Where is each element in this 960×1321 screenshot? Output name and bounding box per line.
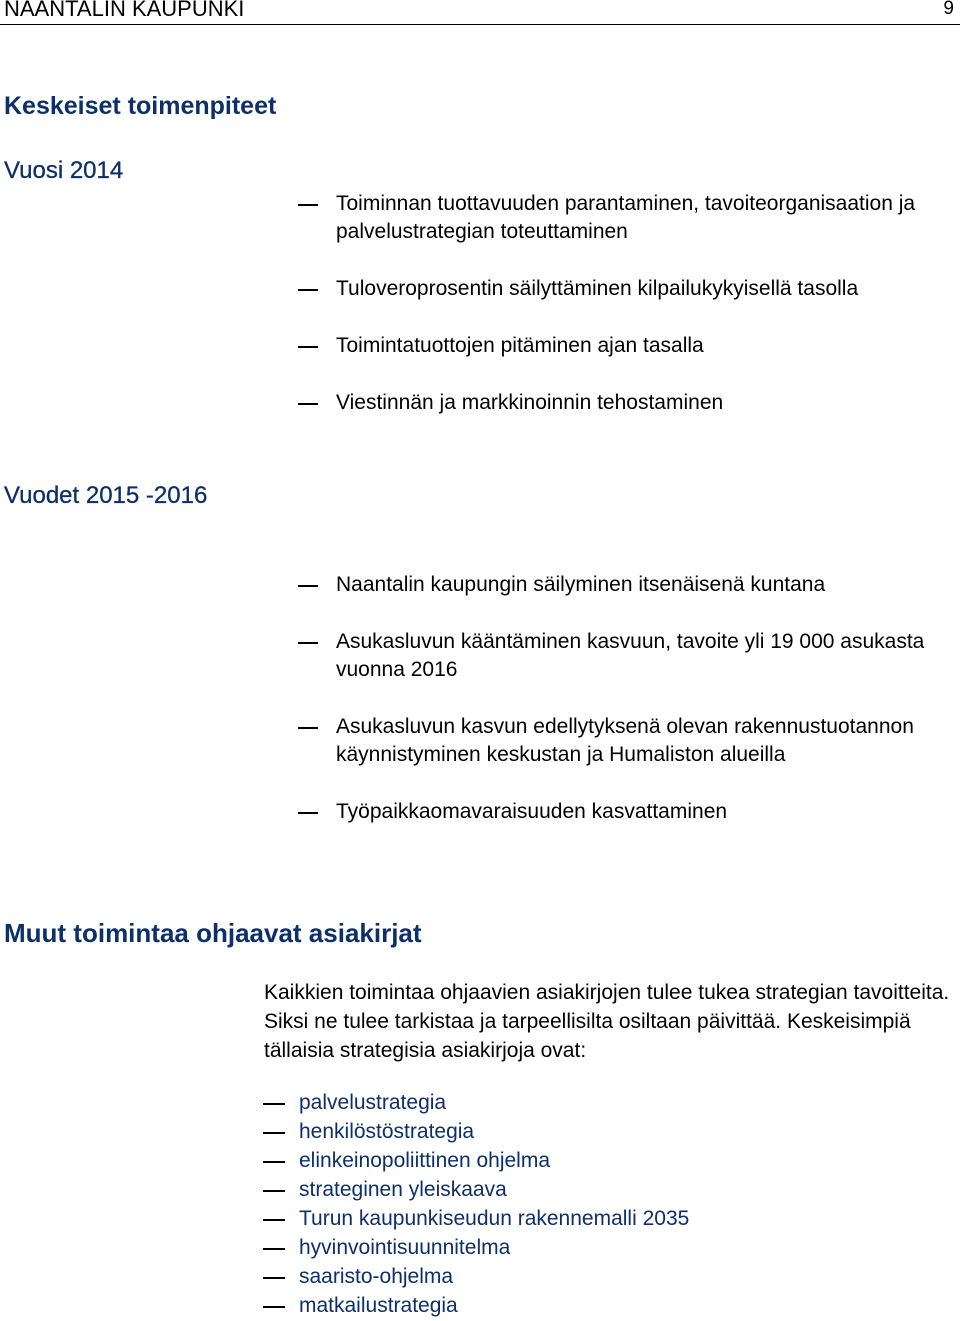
dash-icon	[263, 1306, 285, 1308]
list-item	[336, 190, 956, 246]
list-item-text: Turun kaupunkiseudun rakennemalli 2035	[299, 1207, 690, 1230]
dash-icon	[263, 1161, 285, 1163]
other-documents-paragraph: Kaikkien toimintaa ohjaavien asiakirjojen tulee tukea strategian tavoitteita. Siksi ne tulee tarkistaa ja tarpeellisilta osiltaan päivittää. Keskeisimpiä tällaisia strategisia asiakirjoja ovat:	[264, 981, 950, 1062]
list-item	[299, 1291, 949, 1320]
dash-icon	[298, 346, 318, 348]
list-item	[299, 1088, 949, 1117]
header-title: NAANTALIN KAUPUNKI	[4, 0, 245, 21]
list-item	[336, 628, 956, 684]
list-item	[336, 798, 956, 826]
dash-icon	[298, 727, 318, 729]
dash-icon	[298, 289, 318, 291]
section-heading-other-documents: Muut toimintaa ohjaavat asiakirjat	[4, 918, 422, 948]
list-item-text: strateginen yleiskaava	[299, 1178, 507, 1201]
section-heading-2015-2016: Vuodet 2015 -2016	[4, 482, 208, 509]
dash-icon	[263, 1132, 285, 1134]
list-item	[299, 1146, 949, 1175]
list-item-text: hyvinvointisuunnitelma	[299, 1236, 511, 1259]
list-item	[336, 571, 956, 599]
list-item-text: Tuloveroprosentin säilyttäminen kilpailukykyisellä tasolla	[336, 277, 859, 300]
dash-icon	[298, 642, 318, 644]
list-item-text: Asukasluvun kasvun edellytyksenä olevan rakennustuotannon käynnistyminen keskustan ja Humaliston alueilla	[336, 715, 914, 766]
dash-icon	[263, 1277, 285, 1279]
dash-icon	[263, 1190, 285, 1192]
list-item-text: matkailustrategia	[299, 1294, 458, 1317]
dash-icon	[263, 1219, 285, 1221]
list-item	[299, 1175, 949, 1204]
list-item-text: palvelustrategia	[299, 1091, 447, 1114]
section-heading-2014: Vuosi 2014	[4, 157, 124, 184]
list-item	[299, 1262, 949, 1291]
list-item	[299, 1233, 949, 1262]
dash-icon	[263, 1103, 285, 1105]
list-item	[336, 275, 956, 303]
list-item-text: saaristo-ohjelma	[299, 1265, 454, 1288]
list-item	[336, 713, 956, 769]
list-strategic-documents	[299, 1088, 949, 1320]
page-header	[0, 0, 960, 25]
list-item	[336, 389, 956, 417]
list-item-text: henkilöstöstrategia	[299, 1120, 475, 1143]
list-item-text: Toiminnan tuottavuuden parantaminen, tavoiteorganisaation ja palvelustrategian toteuttaminen	[336, 192, 916, 243]
list-item-text: Asukasluvun kääntäminen kasvuun, tavoite yli 19 000 asukasta vuonna 2016	[336, 630, 925, 681]
list-item-text: elinkeinopoliittinen ohjelma	[299, 1149, 550, 1172]
list-item-text: Naantalin kaupungin säilyminen itsenäisenä kuntana	[336, 573, 826, 596]
list-item	[336, 332, 956, 360]
dash-icon	[263, 1248, 285, 1250]
dash-icon	[298, 403, 318, 405]
dash-icon	[298, 812, 318, 814]
main-heading: Keskeiset toimenpiteet	[4, 92, 277, 120]
list-2015-2016	[336, 571, 956, 855]
list-2014	[336, 190, 956, 446]
list-item	[299, 1117, 949, 1146]
dash-icon	[298, 204, 318, 206]
page-number: 9	[943, 0, 954, 19]
list-item-text: Työpaikkaomavaraisuuden kasvattaminen	[336, 800, 728, 823]
list-item-text: Toimintatuottojen pitäminen ajan tasalla	[336, 334, 704, 357]
list-item	[299, 1204, 949, 1233]
dash-icon	[298, 585, 318, 587]
list-item-text: Viestinnän ja markkinoinnin tehostaminen	[336, 391, 724, 414]
